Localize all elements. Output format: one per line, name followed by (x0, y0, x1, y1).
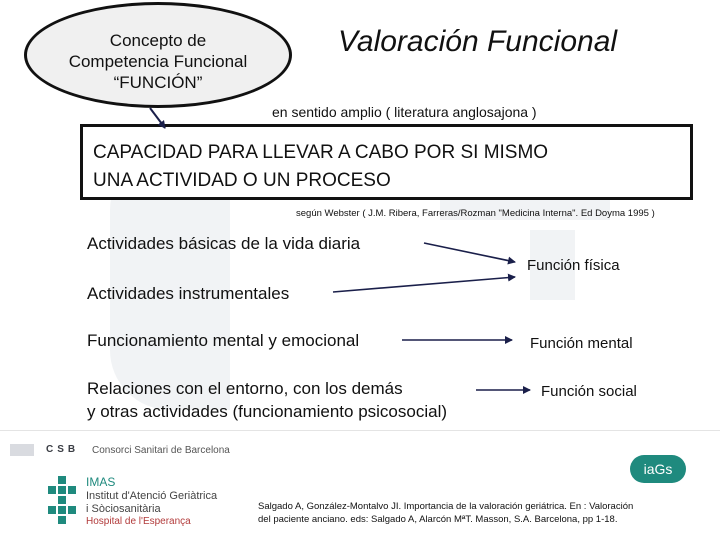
activity-mental: Funcionamiento mental y emocional (87, 331, 360, 350)
concept-line-2: Competencia Funcional (68, 52, 248, 71)
slide-subtitle: en sentido amplio ( literatura anglosajona ) (272, 104, 537, 120)
csb-letters: CSB (46, 444, 80, 455)
arrow-basic-to-physical (424, 243, 515, 262)
function-mental: Función mental (530, 335, 633, 352)
concept-bubble-text (24, 30, 292, 93)
arrow-instrumental-to-physical (333, 277, 515, 292)
csb-logo-icon (8, 440, 36, 460)
slide-title: Valoración Funcional (338, 25, 618, 58)
activity-instrumental: Actividades instrumentales (87, 284, 290, 303)
activity-basic: Actividades básicas de la vida diaria (87, 234, 361, 253)
iags-logo: iaGs (630, 455, 686, 483)
function-social: Función social (541, 383, 637, 400)
definition-source: según Webster ( J.M. Ribera, Farreras/Rozman "Medicina Interna". Ed Doyma 1995 ) (296, 208, 655, 219)
definition-line-2: UNA ACTIVIDAD O UN PROCESO (93, 170, 391, 191)
function-physical: Función física (527, 257, 620, 274)
csb-name: Consorci Sanitari de Barcelona (92, 445, 230, 456)
concept-line-1: Concepto de (109, 31, 207, 50)
concept-line-3: “FUNCIÓN” (113, 73, 203, 92)
activity-social-line-1: Relaciones con el entorno, con los demás (87, 379, 403, 398)
imas-name-line-1: Institut d'Atenció Geriàtrica (86, 490, 218, 502)
imas-cross-logo-icon (44, 474, 80, 526)
footer-divider (0, 430, 720, 431)
hospital-name: Hospital de l'Esperança (86, 516, 191, 527)
definition-text (93, 139, 693, 195)
reference-line-1: Salgado A, González-Montalvo JI. Importancia de la valoración geriátrica. En : Valoración (258, 501, 634, 512)
definition-line-1: CAPACIDAD PARA LLEVAR A CABO POR SI MISMO (93, 142, 549, 163)
reference-line-2: del paciente anciano. eds: Salgado A, Alarcón MªT. Masson, S.A. Barcelona, pp 1-18. (258, 514, 618, 525)
imas-name-line-2: i Sòciosanitària (86, 503, 161, 515)
bibliographic-reference (258, 500, 703, 526)
imas-abbreviation: IMAS (86, 475, 116, 489)
activity-social-line-2: y otras actividades (funcionamiento psicosocial) (87, 402, 448, 421)
